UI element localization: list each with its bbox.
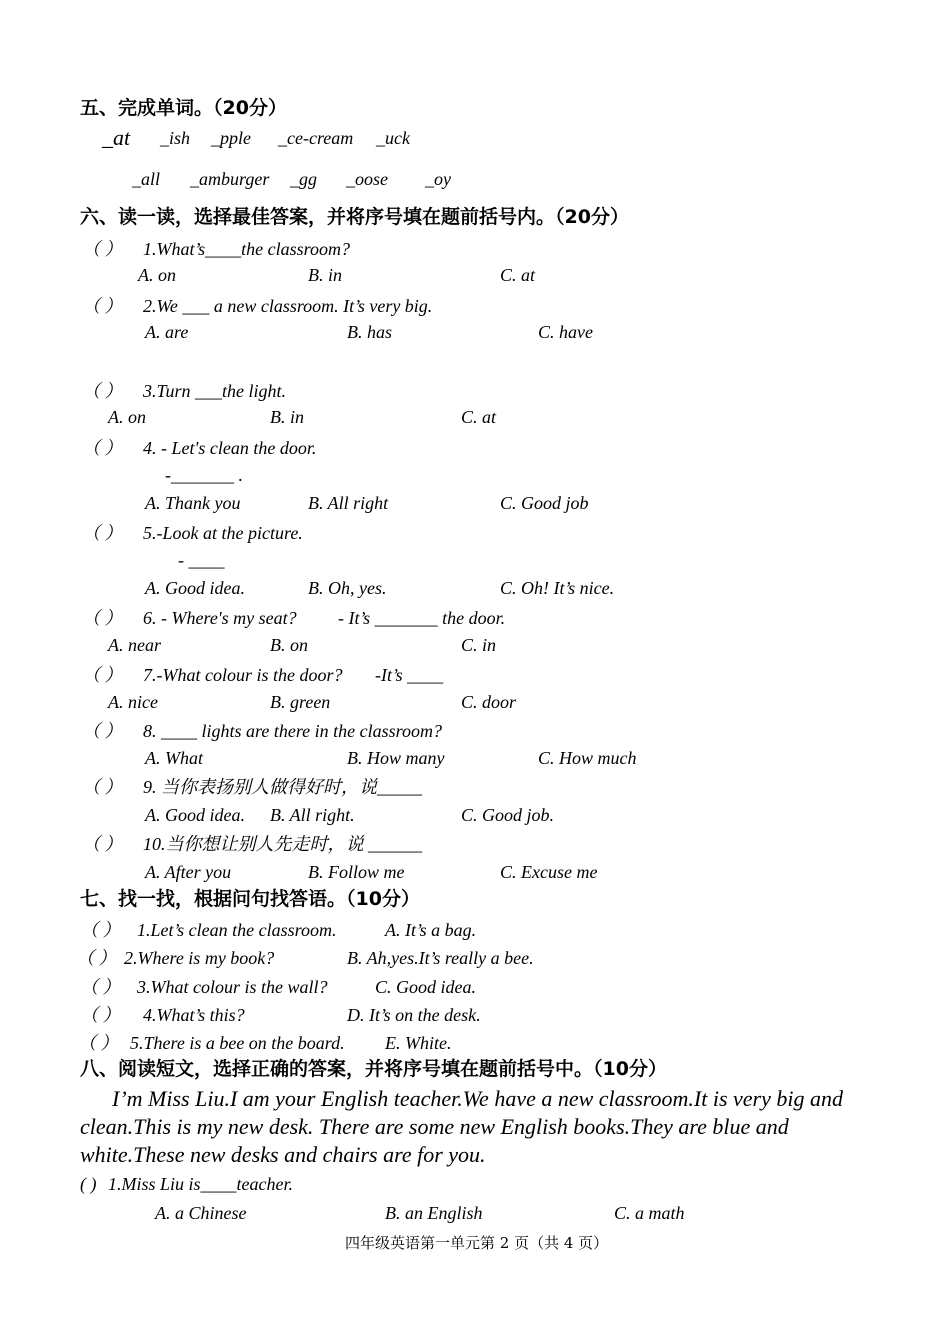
match-question: 3.What colour is the wall? <box>137 977 328 997</box>
option-a: A. on <box>138 265 176 285</box>
option-a: A. After you <box>145 862 232 882</box>
option-c: C. door <box>461 692 517 712</box>
word-blank: _gg <box>290 169 317 189</box>
answer-bracket: （ ） <box>80 920 121 940</box>
match-question: 5.There is a bee on the board. <box>130 1033 345 1053</box>
passage-line: white.These new desks and chairs are for you. <box>80 1142 486 1167</box>
section-5-heading: 五、完成单词。（20分） <box>80 97 287 119</box>
answer-bracket: （ ） <box>76 948 117 968</box>
word-blank: _at <box>102 125 131 150</box>
option-b: B. has <box>347 322 392 342</box>
answer-bracket: （ ） <box>82 721 123 741</box>
option-b: B. an English <box>385 1203 483 1223</box>
answer-bracket: （ ） <box>82 608 123 628</box>
passage-line: clean.This is my new desk. There are some new English books.They are blue and <box>80 1114 789 1139</box>
word-blank: _uck <box>376 128 410 148</box>
question-text: 3.Turn ___the light. <box>143 381 287 401</box>
response-blank: -_______ . <box>165 465 243 485</box>
question-text: 6. - Where's my seat? <box>143 608 297 628</box>
answer-bracket: （ ） <box>82 296 123 316</box>
word-blank: _oose <box>346 169 388 189</box>
word-blank: _ce-cream <box>278 128 354 148</box>
answer-bracket: （ ） <box>78 1033 119 1053</box>
response-blank: - ____ <box>178 550 225 570</box>
option-a: A. on <box>108 407 146 427</box>
option-a: A. nice <box>108 692 158 712</box>
word-blank: _all <box>132 169 161 189</box>
answer-bracket: （ ） <box>82 381 123 401</box>
match-answer: A. It’s a bag. <box>385 920 477 940</box>
option-b: B. in <box>270 407 304 427</box>
match-question: 1.Let’s clean the classroom. <box>137 920 337 940</box>
word-blank: _oy <box>425 169 451 189</box>
option-c: C. a math <box>614 1203 685 1223</box>
answer-bracket: （ ） <box>82 438 123 458</box>
option-c: C. Excuse me <box>500 862 598 882</box>
answer-bracket: （ ） <box>82 777 123 797</box>
option-b: B. How many <box>347 748 445 768</box>
question-text: 10.当你想让别人先走时，说 ______ <box>143 834 422 854</box>
answer-bracket: （ ） <box>82 834 123 854</box>
option-b: B. Oh, yes. <box>308 578 387 598</box>
option-c: C. How much <box>538 748 637 768</box>
match-question: 2.Where is my book? <box>124 948 275 968</box>
question-text: 4. - Let's clean the door. <box>143 438 317 458</box>
question-response: -It’s ____ <box>375 665 444 685</box>
option-c: C. Good job. <box>461 805 555 825</box>
option-a: A. Good idea. <box>145 578 245 598</box>
passage-line: I’m Miss Liu.I am your English teacher.We have a new classroom.It is very big and <box>112 1086 843 1111</box>
match-answer: C. Good idea. <box>375 977 476 997</box>
option-b: B. Follow me <box>308 862 405 882</box>
option-c: C. Oh! It’s nice. <box>500 578 615 598</box>
section-6-heading: 六、读一读，选择最佳答案，并将序号填在题前括号内。（20分） <box>80 206 629 228</box>
answer-bracket: ( ) <box>80 1174 97 1194</box>
word-blank: _amburger <box>190 169 270 189</box>
match-answer: B. Ah,yes.It’s really a bee. <box>347 948 534 968</box>
match-answer: E. White. <box>385 1033 452 1053</box>
question-text: 1.Miss Liu is____teacher. <box>108 1174 294 1194</box>
section-7-heading: 七、找一找，根据问句找答语。（10分） <box>80 888 420 910</box>
option-b: B. All right. <box>270 805 355 825</box>
answer-bracket: （ ） <box>82 523 123 543</box>
word-blank: _ish <box>160 128 191 148</box>
question-text: 9. 当你表扬别人做得好时，说_____ <box>143 777 422 797</box>
option-b: B. All right <box>308 493 389 513</box>
answer-bracket: （ ） <box>82 665 123 685</box>
question-text: 7.-What colour is the door? <box>143 665 343 685</box>
answer-bracket: （ ） <box>82 239 123 259</box>
question-response: - It’s _______ the door. <box>338 608 506 628</box>
answer-bracket: （ ） <box>80 1005 121 1025</box>
option-b: B. in <box>308 265 342 285</box>
option-b: B. green <box>270 692 331 712</box>
question-text: 5.-Look at the picture. <box>143 523 303 543</box>
option-c: C. have <box>538 322 593 342</box>
option-a: A. are <box>145 322 189 342</box>
question-text: 1.What’s____the classroom? <box>143 239 350 259</box>
option-a: A. What <box>145 748 203 768</box>
option-a: A. Good idea. <box>145 805 245 825</box>
option-a: A. Thank you <box>145 493 241 513</box>
option-c: C. in <box>461 635 497 655</box>
option-a: A. near <box>108 635 161 655</box>
match-answer: D. It’s on the desk. <box>347 1005 481 1025</box>
word-blank: _pple <box>211 128 251 148</box>
match-question: 4.What’s this? <box>143 1005 245 1025</box>
answer-bracket: （ ） <box>80 977 121 997</box>
option-c: C. at <box>500 265 536 285</box>
option-b: B. on <box>270 635 308 655</box>
option-a: A. a Chinese <box>155 1203 247 1223</box>
question-text: 8. ____ lights are there in the classroom? <box>143 721 442 741</box>
page-footer: 四年级英语第一单元第 2 页（共 4 页） <box>345 1234 609 1252</box>
question-text: 2.We ___ a new classroom. It’s very big. <box>143 296 433 316</box>
section-8-heading: 八、阅读短文，选择正确的答案，并将序号填在题前括号中。（10分） <box>80 1058 667 1080</box>
option-c: C. Good job <box>500 493 589 513</box>
option-c: C. at <box>461 407 497 427</box>
